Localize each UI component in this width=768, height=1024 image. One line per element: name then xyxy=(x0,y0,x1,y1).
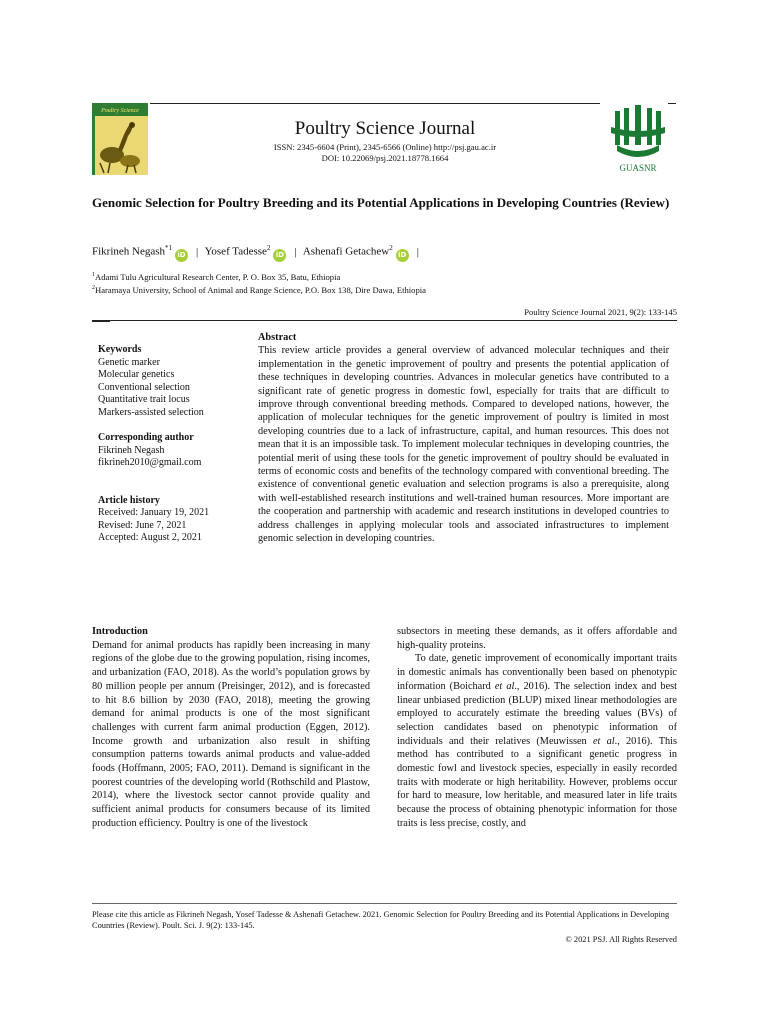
orcid-icon[interactable]: iD xyxy=(175,249,188,262)
author-name: Ashenafi Getachew xyxy=(302,245,390,258)
abstract-heading: Abstract xyxy=(258,332,297,343)
affiliation-sup: 1 xyxy=(92,272,95,278)
publisher-logo-text: GUASNR xyxy=(619,163,657,173)
footer-rule xyxy=(92,903,677,904)
affiliation-text: Haramaya University, School of Animal and Range Science, P.O. Box 138, Dire Dawa, Ethiopia xyxy=(95,284,426,295)
revised-date: Revised: June 7, 2021 xyxy=(98,519,187,531)
affiliation xyxy=(92,270,692,283)
affiliation xyxy=(92,283,692,296)
corresponding-heading: Corresponding author xyxy=(98,432,194,443)
abstract-text: This review article provides a general overview of advanced molecular techniques and their implementation in the genetic improvement of poultry and presents the potential application of these techniques in developing countries. Advances in molecular genetics have contributed to a significant rate of genetic progress in domestic fowl, especially for traits that are difficult to improve through conventional breeding methods. Compared to developed nations, however, the application of molecular techniques for the genetic improvement of poultry is limited in most developing countries due to a lack of infrastructure, capital, and human resources. This does not mean that it is an impossible task. To implement molecular techniques in developing countries, the potential merit of using these tools for the genetic improvement of poultry should be evaluated in terms of economic costs and benefits of the technology compared with conventional breeding. The existence of conventional genetic evaluation and selection programs is also a prerequisite, along with well-established research institutions and well-trained human resources. More important are the cooperation and partnership with academic and research institutions in developed countries to address challenges in applying molecular tools and associated infrastructures to implement genomic selection in developing countries. xyxy=(258,345,669,545)
citation-rule xyxy=(92,320,677,321)
keyword: Quantitative trait locus xyxy=(98,394,190,405)
author-sup: 2 xyxy=(266,244,271,252)
abstract xyxy=(258,331,669,546)
received-date: Received: January 19, 2021 xyxy=(98,507,210,518)
article-info-sidebar xyxy=(98,344,248,545)
body-column-left xyxy=(92,625,370,831)
corresponding-email[interactable]: fikrineh2010@gmail.com xyxy=(98,457,202,468)
accepted-date: Accepted: August 2, 2021 xyxy=(98,532,202,543)
header-rule-tick xyxy=(668,103,676,104)
publisher-logo xyxy=(607,105,669,173)
body-column-right xyxy=(397,625,677,831)
keyword: Markers-assisted selection xyxy=(98,406,204,418)
cover-title: Poultry Science xyxy=(101,108,139,114)
body-paragraph: subsectors in meeting these demands, as it offers affordable and high-quality proteins. xyxy=(397,626,677,651)
author-name: Fikrineh Negash xyxy=(92,245,166,258)
author-sup: *1 xyxy=(165,244,173,252)
header-rule xyxy=(150,103,600,104)
doi-line: DOI: 10.22069/psj.2021.18778.1664 xyxy=(321,153,449,163)
orcid-icon[interactable]: iD xyxy=(273,249,286,262)
affiliation-text: Adami Tulu Agricultural Research Center, P. O. Box 35, Batu, Ethiopia xyxy=(95,271,341,282)
introduction-heading: Introduction xyxy=(92,626,148,637)
keywords-heading: Keywords xyxy=(98,344,142,355)
author-separator: | xyxy=(294,245,297,258)
orcid-icon[interactable]: iD xyxy=(396,249,409,262)
journal-meta xyxy=(250,142,520,164)
keyword: Molecular genetics xyxy=(98,369,175,380)
affiliation-sup: 2 xyxy=(92,284,95,291)
citation-line: Poultry Science Journal 2021, 9(2): 133-145 xyxy=(524,307,677,317)
citation-rule-accent xyxy=(92,320,110,322)
author-name: Yosef Tadesse xyxy=(204,245,267,258)
affiliations xyxy=(92,270,692,296)
paper-title: Genomic Selection for Poultry Breeding and its Potential Applications in Developing Countries (Review) xyxy=(92,195,670,210)
footer-citation: Please cite this article as Fikrineh Negash, Yosef Tadesse & Ashenafi Getachew. 2021. Genomic Selection for Poultry Breeding and its Potential Applications in Developing Countries (Review). Poult. Sci. J. 9(2): 133-145. xyxy=(92,910,670,930)
copyright: © 2021 PSJ. All Rights Reserved xyxy=(565,935,677,944)
author-list xyxy=(92,244,692,262)
journal-title: Poultry Science Journal xyxy=(294,118,476,139)
history-heading: Article history xyxy=(98,494,160,506)
issn-line: ISSN: 2345-6604 (Print), 2345-6566 (Online) http://psj.gau.ac.ir xyxy=(273,142,497,152)
author-separator: | xyxy=(416,245,419,258)
keyword: Genetic marker xyxy=(98,356,160,368)
body-paragraph: To date, genetic improvement of economically important traits in domestic animals has conventionally been based on phenotypic information (Boichard et al., 2016). The selection index and best linear unbiased prediction (BLUP) mixed linear methodologies are employed to accurately estimate the breeding values (BVs) of selection candidates based on phenotypic information of individuals and their relatives (Meuwissen et al., 2016). This method has contributed to a significant genetic progress in domestic fowl and livestock species, especially in easily recorded traits with moderate or high heritability. However, problems occur for hard to measure, low heritable, and measured later in life traits because the process of obtaining phenotypic information for those traits is less precise, costly, and xyxy=(397,653,678,829)
author-separator: | xyxy=(196,245,199,258)
author-sup: 2 xyxy=(389,244,393,252)
keyword: Conventional selection xyxy=(98,381,190,393)
corresponding-name: Fikrineh Negash xyxy=(98,444,165,456)
journal-cover-image xyxy=(92,103,148,175)
body-paragraph: Demand for animal products has rapidly been increasing in many regions of the globe due to the growing population, rising incomes, and urbanization (FAO, 2018). As the world’s population grows by 80 million people per annum (Preisinger, 2012), and is forecasted to hit 8.6 billion by 2030 (FAO, 2018), meeting the growing demand for animal products is one of the most significant challenges with current farm animal production (Eggen, 2012). Income growth and urbanization also result in shifting consumption patterns towards animal products and value-added foods (Hoffmann, 2005; FAO, 2011). Demand is significant in the poorest countries of the developing world (Rothschild and Plastow, 2014), where the livestock sector cannot provide quality and sufficient animal products for consumers because of its limited production efficiency. Poultry is one of the livestock xyxy=(92,639,370,829)
